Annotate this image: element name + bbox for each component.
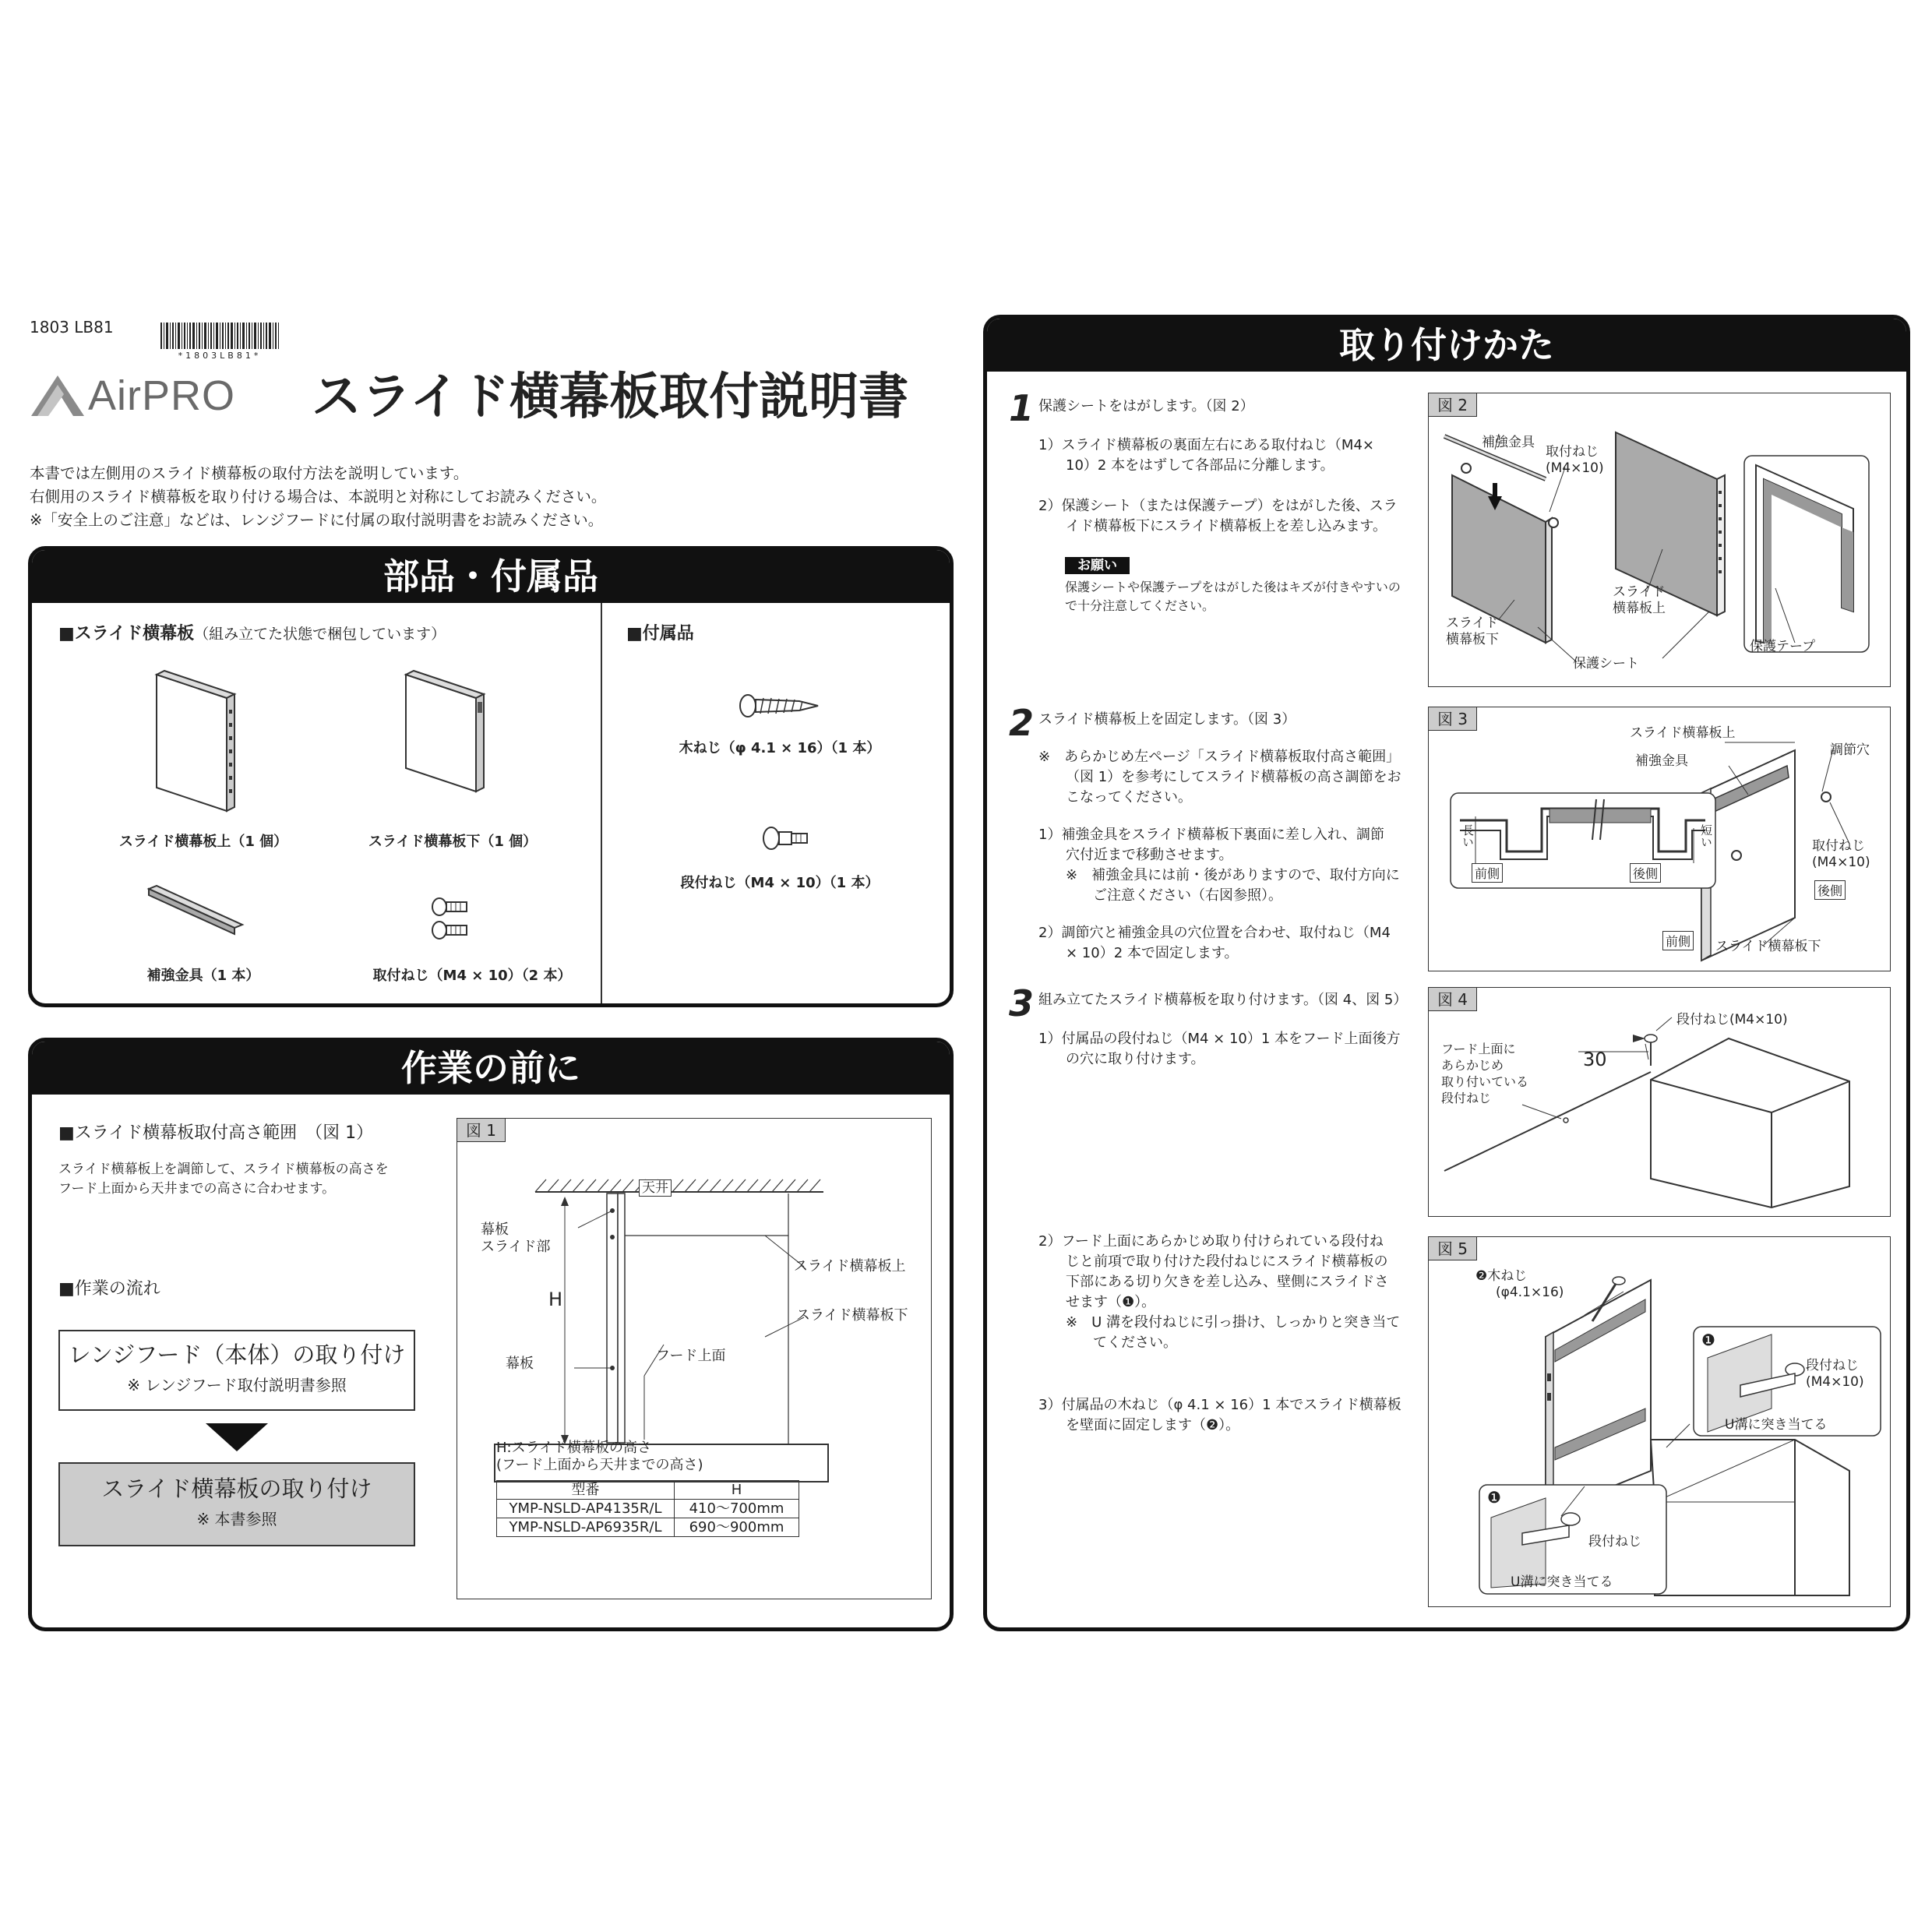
parts-divider bbox=[601, 603, 602, 1007]
stepped-screw-illustration bbox=[760, 823, 815, 854]
part-caption: スライド横幕板上（1 個） bbox=[118, 834, 288, 850]
step-2-title: スライド横幕板上を固定します。（図 3） bbox=[1038, 711, 1296, 728]
fig2-lower-label: スライド 横幕板下 bbox=[1446, 615, 1499, 647]
slide-panel-upper-illustration bbox=[141, 667, 250, 815]
fig5-stepped-screw-label-2: 段付ねじ bbox=[1588, 1534, 1641, 1549]
table-cell: YMP-NSLD-AP6935R/L bbox=[497, 1518, 675, 1537]
slide-panel-lower-illustration bbox=[390, 667, 499, 815]
table-cell: YMP-NSLD-AP4135R/L bbox=[497, 1500, 675, 1518]
fig3-bracket-label: 補強金具 bbox=[1635, 753, 1688, 769]
figure-5 bbox=[1428, 1236, 1891, 1607]
step-number-2: 2 bbox=[1009, 702, 1035, 744]
table-header-row bbox=[497, 1481, 799, 1500]
step-2-item-2: 2）調節穴と補強金具の穴位置を合わせ、取付ねじ（M4 × 10）2 本で固定します。 bbox=[1038, 925, 1391, 961]
step-1-title: 保護シートをはがします。（図 2） bbox=[1038, 398, 1254, 414]
intro-line: 右側用のスライド横幕板を取り付ける場合は、本説明と対称にしてお読みください。 bbox=[30, 488, 607, 506]
fig5-stepped-screw-label: 段付ねじ (M4×10) bbox=[1806, 1358, 1864, 1390]
step-3-item-2: 2）フード上面にあらかじめ取り付けられている段付ね じと前項で取り付けた段付ねじにスライド横幕板の 下部にある切り欠きを差し込み、壁側にスライドさ せます（❶）。 ※ U 溝を段付ねじに引っ掛け、しっかりと突き当て てください。 bbox=[1038, 1233, 1401, 1351]
document-code: 1803 LB81 bbox=[30, 318, 114, 337]
step-1-item-2: 2）保護シート（または保護テープ）をはがした後、スラ イド横幕板下にスライド横幕板上を差し込みます。 bbox=[1038, 498, 1398, 534]
accessory-caption: 段付ねじ（M4 × 10）（1 本） bbox=[680, 875, 880, 891]
fig3-upper-label: スライド横幕板上 bbox=[1630, 725, 1736, 741]
figure-1-label: 図 1 bbox=[457, 1119, 506, 1142]
fig3-back-label-2: 後側 bbox=[1814, 880, 1846, 900]
flow-step-1-note: ※ レンジフード取付説明書参照 bbox=[127, 1376, 347, 1394]
flow-step-2-title: スライド横幕板の取り付け bbox=[101, 1475, 372, 1502]
step-number-1: 1 bbox=[1009, 387, 1035, 429]
fig3-screw-label: 取付ねじ (M4×10) bbox=[1812, 838, 1870, 870]
fig3-front-label-2: 前側 bbox=[1662, 931, 1694, 950]
step-2-item-1: 1）補強金具をスライド横幕板下裏面に差し入れ、調節 穴付近まで移動させます。 ※ 補強金具には前・後がありますので、取付方向に ご注意ください（右図参照）。 bbox=[1038, 827, 1400, 904]
step-3-item-1: 1）付属品の段付ねじ（M4 × 10）1 本をフード上面後方 の穴に取り付けます。 bbox=[1038, 1031, 1401, 1067]
accessory-caption: 木ねじ（φ 4.1 × 16）（1 本） bbox=[679, 740, 881, 756]
fig4-screw-label: 段付ねじ(M4×10) bbox=[1676, 1012, 1788, 1028]
install-heading: 取り付けかた bbox=[987, 319, 1906, 372]
note-badge: お願い bbox=[1065, 557, 1130, 574]
fig1-ceiling-label: 天井 bbox=[639, 1179, 672, 1197]
figure-3-label: 図 3 bbox=[1429, 707, 1477, 731]
figure-1 bbox=[457, 1118, 932, 1599]
before-work-panel bbox=[28, 1038, 954, 1631]
fig5-u-groove-label: U溝に突き当てる bbox=[1725, 1417, 1828, 1433]
fig4-preinstalled-label: フード上面に あらかじめ 取り付いている 段付ねじ bbox=[1441, 1042, 1529, 1105]
range-title: ■スライド横幕板取付高さ範囲 （図 1） bbox=[58, 1123, 374, 1143]
figure-5-label: 図 5 bbox=[1429, 1237, 1477, 1260]
fig2-screw-label: 取付ねじ (M4×10) bbox=[1546, 444, 1604, 476]
flow-step-2-note: ※ 本書参照 bbox=[196, 1510, 277, 1528]
fig3-long-label: 長い bbox=[1461, 824, 1475, 848]
fig3-hole-label: 調節穴 bbox=[1830, 742, 1870, 758]
wood-screw-illustration bbox=[737, 689, 823, 723]
table-row bbox=[497, 1500, 799, 1518]
step-3-title: 組み立てたスライド横幕板を取り付けます。（図 4、図 5） bbox=[1038, 992, 1408, 1008]
fig1-spec-table bbox=[496, 1480, 799, 1537]
step-number-3: 3 bbox=[1009, 982, 1035, 1024]
table-row bbox=[497, 1518, 799, 1537]
page-title: スライド横幕板取付説明書 bbox=[312, 368, 909, 426]
flow-arrow-icon bbox=[206, 1423, 268, 1451]
fig1-upper-label: スライド横幕板上 bbox=[794, 1258, 906, 1274]
table-cell: 690〜900mm bbox=[675, 1518, 799, 1537]
part-caption: 補強金具（1 本） bbox=[146, 968, 260, 984]
flow-step-2 bbox=[58, 1462, 415, 1546]
barcode-number: *1803LB81* bbox=[178, 351, 262, 361]
parts-heading: 部品・付属品 bbox=[32, 550, 950, 603]
range-text: スライド横幕板上を調節して、スライド横幕板の高さを フード上面から天井までの高さに合わせます。 bbox=[58, 1162, 389, 1197]
parts-panel bbox=[28, 546, 954, 1007]
accessories-label: ■付属品 bbox=[626, 624, 694, 643]
flow-title: ■作業の流れ bbox=[58, 1279, 160, 1299]
figure-4-label: 図 4 bbox=[1429, 988, 1477, 1011]
fig1-makuita-label: 幕板 bbox=[506, 1356, 534, 1372]
part-caption: スライド横幕板下（1 個） bbox=[368, 834, 538, 850]
fig1-hood-top-label: フード上面 bbox=[656, 1348, 726, 1364]
table-header: 型番 bbox=[497, 1481, 675, 1500]
flow-step-1 bbox=[58, 1330, 415, 1411]
fig3-short-label: 短い bbox=[1699, 824, 1713, 848]
mounting-screws-illustration bbox=[425, 893, 488, 947]
fig5-callout-2: ❶ bbox=[1487, 1488, 1501, 1507]
intro-text bbox=[30, 462, 606, 532]
fig5-u-groove-label-2: U溝に突き当てる bbox=[1511, 1574, 1613, 1590]
fig1-h-label: H bbox=[548, 1289, 563, 1310]
fig1-caption: H:スライド横幕板の高さ (フード上面から天井までの高さ) bbox=[496, 1440, 703, 1473]
fig1-lower-label: スライド横幕板下 bbox=[796, 1307, 908, 1324]
step-1-note: お願い 保護シートや保護テープをはがした後はキズが付きやすいの で十分注意してください。 bbox=[1065, 558, 1401, 613]
fig1-maku-slide-label: 幕板 スライド部 bbox=[481, 1222, 551, 1255]
fig3-lower-label: スライド横幕板下 bbox=[1715, 939, 1821, 954]
step-3-item-3: 3）付属品の木ねじ（φ 4.1 × 16）1 本でスライド横幕板 を壁面に固定します（❷）。 bbox=[1038, 1397, 1401, 1433]
figure-2 bbox=[1428, 393, 1891, 687]
reinforcement-bracket-illustration bbox=[141, 881, 266, 943]
figure-3 bbox=[1428, 707, 1891, 971]
fig2-bracket-label: 補強金具 bbox=[1482, 435, 1535, 450]
fig4-dimension-label: 30 bbox=[1583, 1049, 1607, 1070]
fig3-front-label: 前側 bbox=[1472, 863, 1503, 883]
fig3-back-label: 後側 bbox=[1630, 863, 1661, 883]
table-cell: 410〜700mm bbox=[675, 1500, 799, 1518]
step-2-note: ※ あらかじめ左ページ「スライド横幕板取付高さ範囲」 （図 1）を参考にしてスライド横幕板の高さ調節をお こなってください。 bbox=[1038, 749, 1401, 806]
brand-logo bbox=[30, 372, 280, 419]
table-header: H bbox=[675, 1481, 799, 1500]
intro-line: ※「安全上のご注意」などは、レンジフードに付属の取付説明書をお読みください。 bbox=[30, 511, 604, 529]
brand-name: AirPRO bbox=[88, 372, 236, 419]
install-panel bbox=[983, 315, 1910, 1631]
fig2-tape-label: 保護テープ bbox=[1750, 639, 1816, 654]
fig5-callout-1: ❶ bbox=[1701, 1331, 1715, 1349]
part-caption: 取付ねじ（M4 × 10）（2 本） bbox=[372, 968, 572, 984]
fig2-upper-label: スライド 横幕板上 bbox=[1613, 584, 1666, 616]
intro-line: 本書では左側用のスライド横幕板の取付方法を説明しています。 bbox=[30, 464, 469, 482]
figure-2-label: 図 2 bbox=[1429, 393, 1477, 417]
main-parts-label: ■スライド横幕板（組み立てた状態で梱包しています） bbox=[58, 624, 446, 643]
brand-logo-mark bbox=[30, 372, 86, 419]
fig5-wood-screw-label: ❷木ねじ (φ4.1×16) bbox=[1475, 1268, 1564, 1300]
figure-4 bbox=[1428, 987, 1891, 1217]
fig2-sheet-label: 保護シート bbox=[1573, 656, 1639, 672]
step-1-item-1: 1）スライド横幕板の裏面左右にある取付ねじ（M4× 10）2 本をはずして各部品に分離します。 bbox=[1038, 437, 1374, 474]
main-parts-note: （組み立てた状態で梱包しています） bbox=[194, 626, 446, 643]
before-work-heading: 作業の前に bbox=[32, 1042, 950, 1095]
flow-step-1-title: レンジフード（本体）の取り付け bbox=[68, 1341, 406, 1368]
